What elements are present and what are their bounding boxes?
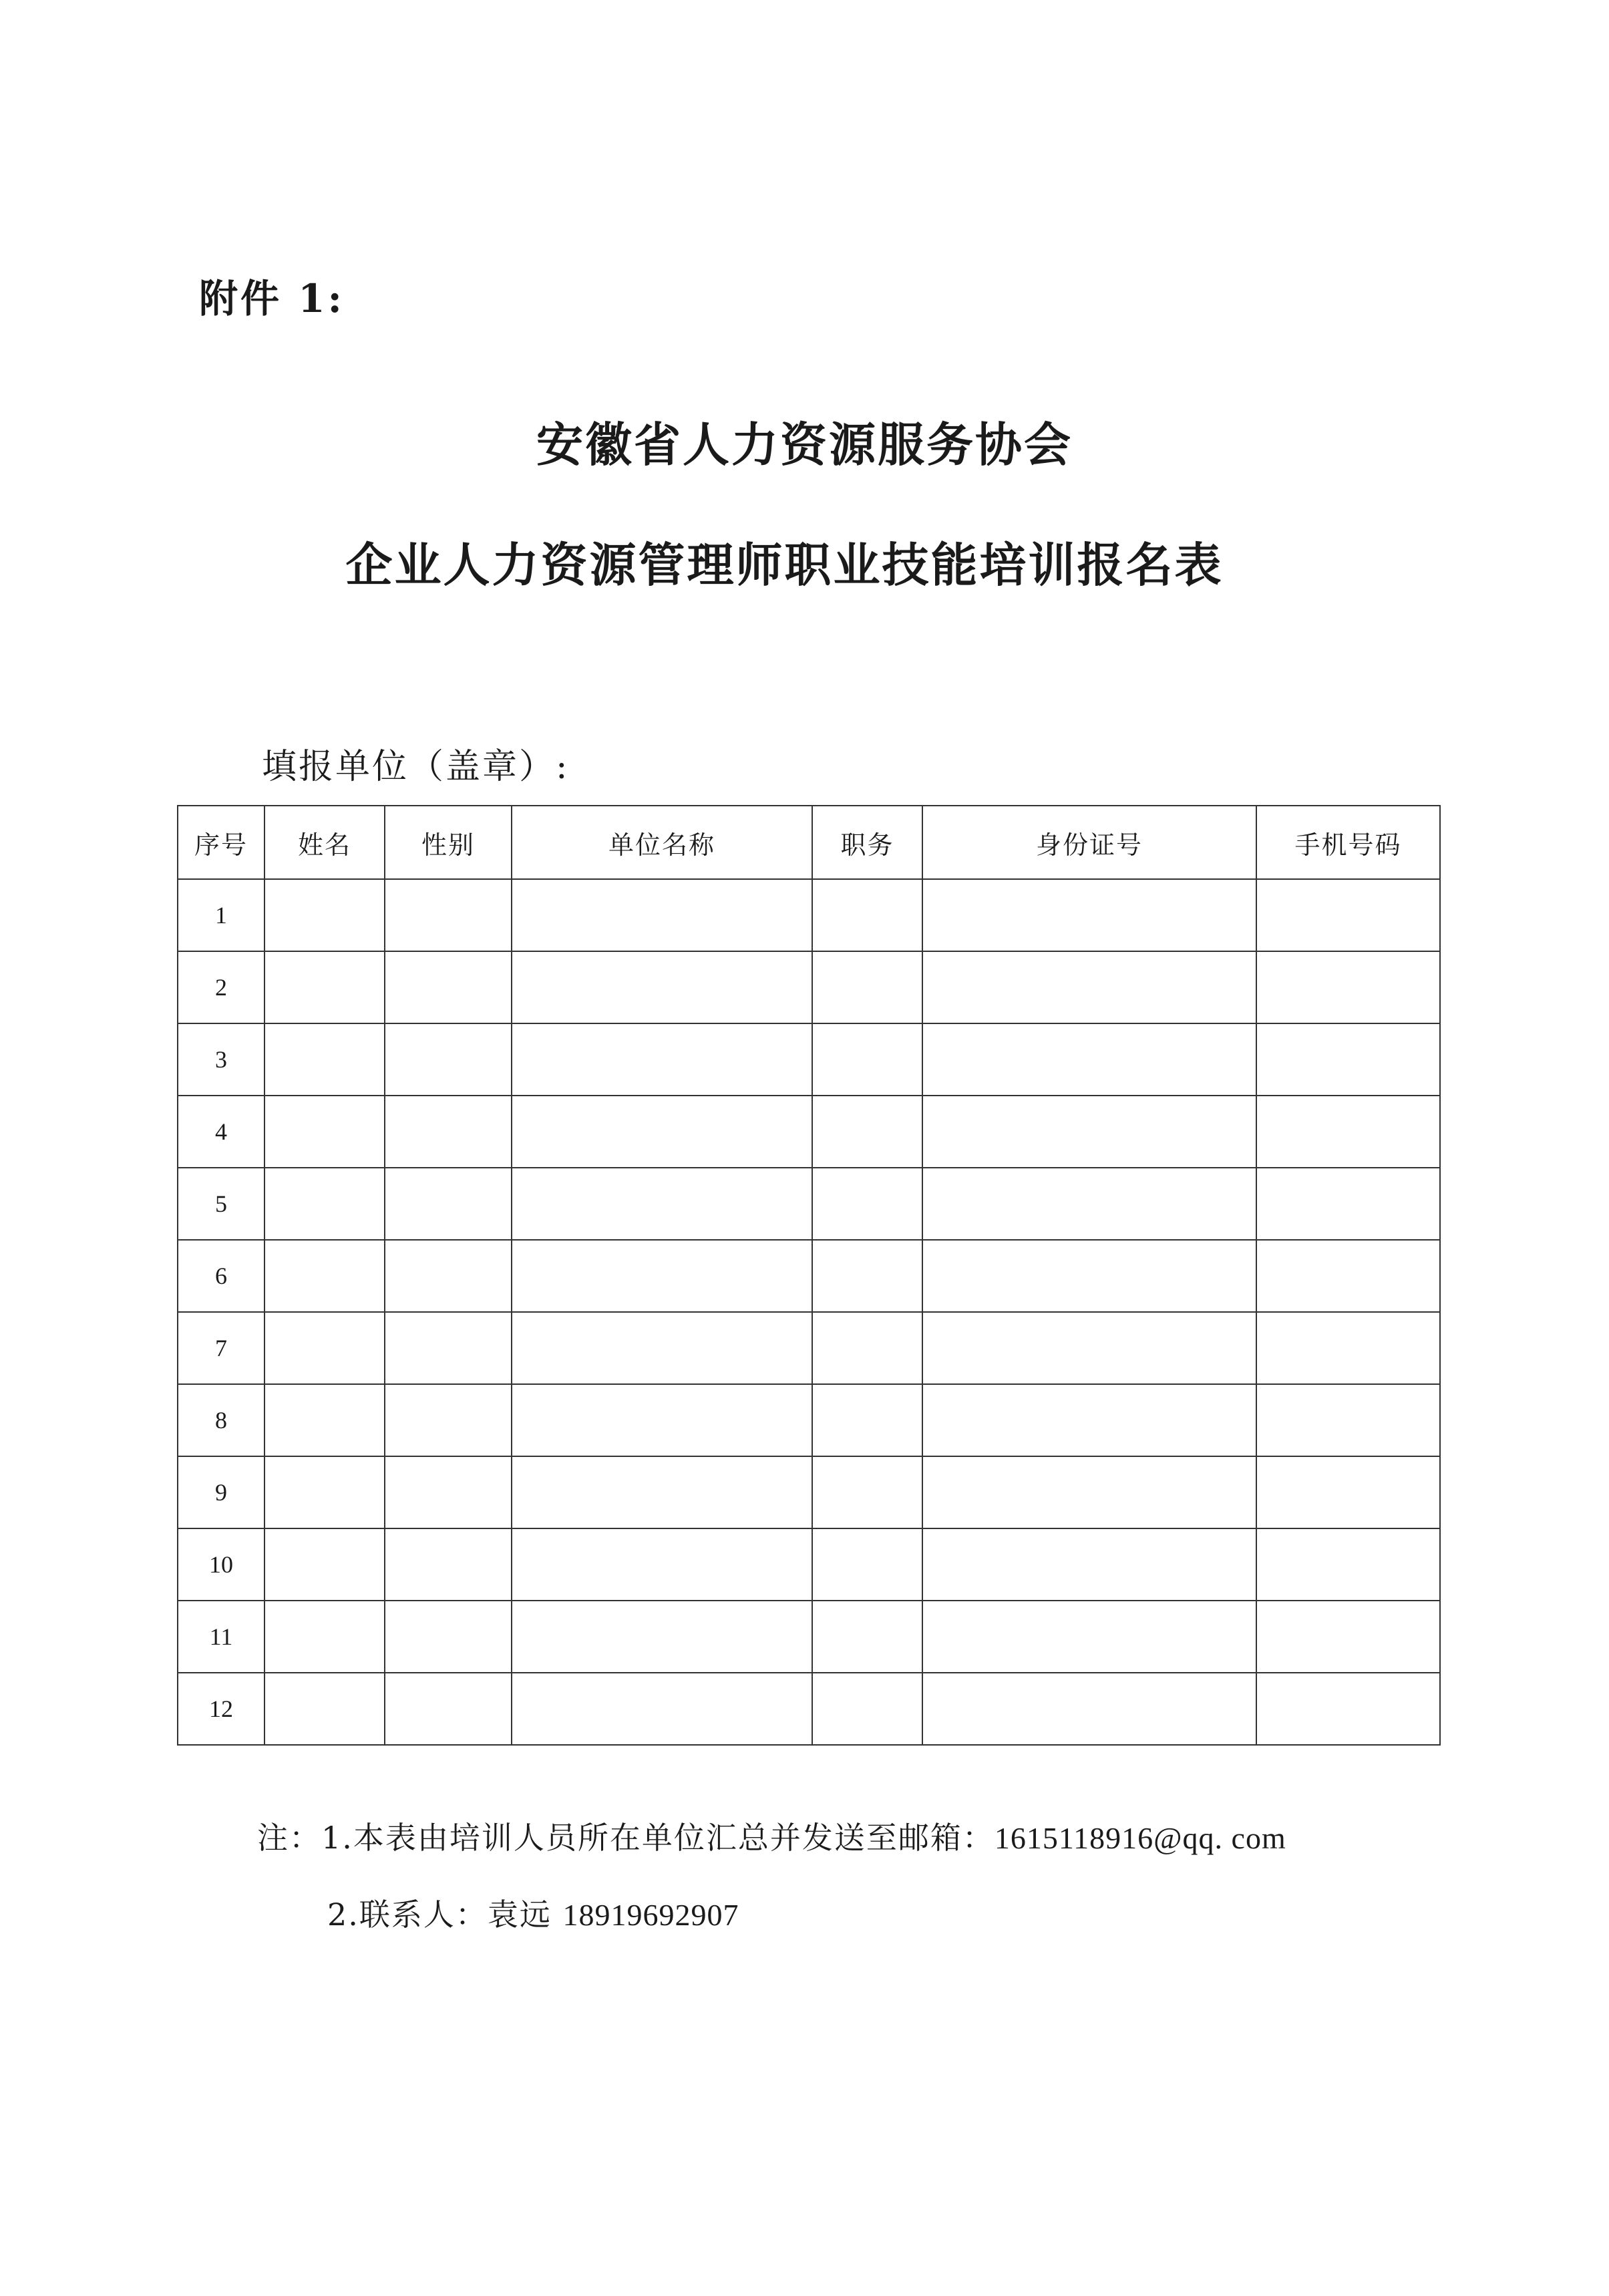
table-row xyxy=(178,951,1440,1023)
cell-mobile[interactable] xyxy=(1256,1096,1440,1168)
column-header-gender: 性别 xyxy=(385,806,512,879)
cell-position[interactable] xyxy=(812,879,922,951)
cell-unit-name[interactable] xyxy=(512,951,812,1023)
row-seq: 5 xyxy=(178,1168,264,1240)
contact-phone: 18919692907 xyxy=(562,1898,739,1932)
attachment-label: 附件 1: xyxy=(199,276,345,321)
cell-gender[interactable] xyxy=(385,1456,512,1528)
cell-id-number[interactable] xyxy=(922,1240,1256,1312)
cell-gender[interactable] xyxy=(385,1601,512,1673)
column-header-name: 姓名 xyxy=(264,806,385,879)
cell-unit-name[interactable] xyxy=(512,1528,812,1601)
cell-name[interactable] xyxy=(264,951,385,1023)
cell-id-number[interactable] xyxy=(922,1528,1256,1601)
cell-unit-name[interactable] xyxy=(512,1384,812,1456)
cell-mobile[interactable] xyxy=(1256,1456,1440,1528)
cell-position[interactable] xyxy=(812,1240,922,1312)
cell-mobile[interactable] xyxy=(1256,951,1440,1023)
table-row xyxy=(178,1168,1440,1240)
cell-unit-name[interactable] xyxy=(512,1096,812,1168)
cell-name[interactable] xyxy=(264,1601,385,1673)
table-row xyxy=(178,1312,1440,1384)
cell-mobile[interactable] xyxy=(1256,1673,1440,1745)
cell-unit-name[interactable] xyxy=(512,879,812,951)
cell-name[interactable] xyxy=(264,1240,385,1312)
cell-mobile[interactable] xyxy=(1256,1601,1440,1673)
note-contact-text: 2.联系人：袁远 xyxy=(327,1897,552,1933)
cell-gender[interactable] xyxy=(385,1528,512,1601)
column-header-position: 职务 xyxy=(812,806,922,879)
cell-id-number[interactable] xyxy=(922,1023,1256,1096)
cell-unit-name[interactable] xyxy=(512,1673,812,1745)
table-row xyxy=(178,879,1440,951)
note-email xyxy=(257,1814,1286,1858)
cell-id-number[interactable] xyxy=(922,879,1256,951)
email-address: 1615118916@qq. com xyxy=(994,1821,1286,1855)
row-seq: 12 xyxy=(178,1673,264,1745)
cell-unit-name[interactable] xyxy=(512,1312,812,1384)
cell-name[interactable] xyxy=(264,1673,385,1745)
cell-position[interactable] xyxy=(812,1601,922,1673)
row-seq: 8 xyxy=(178,1384,264,1456)
cell-position[interactable] xyxy=(812,1312,922,1384)
cell-id-number[interactable] xyxy=(922,1168,1256,1240)
cell-gender[interactable] xyxy=(385,1023,512,1096)
row-seq: 2 xyxy=(178,951,264,1023)
cell-name[interactable] xyxy=(264,1168,385,1240)
cell-position[interactable] xyxy=(812,1096,922,1168)
table-row xyxy=(178,1601,1440,1673)
cell-id-number[interactable] xyxy=(922,1312,1256,1384)
row-seq: 11 xyxy=(178,1601,264,1673)
cell-gender[interactable] xyxy=(385,1168,512,1240)
cell-name[interactable] xyxy=(264,1384,385,1456)
table-row xyxy=(178,1096,1440,1168)
row-seq: 3 xyxy=(178,1023,264,1096)
table-header-row xyxy=(178,806,1440,879)
row-seq: 6 xyxy=(178,1240,264,1312)
cell-gender[interactable] xyxy=(385,1384,512,1456)
cell-gender[interactable] xyxy=(385,1096,512,1168)
cell-position[interactable] xyxy=(812,1023,922,1096)
cell-mobile[interactable] xyxy=(1256,1023,1440,1096)
document-title-form: 企业人力资源管理师职业技能培训报名表 xyxy=(345,537,1224,593)
document-title-organization: 安徽省人力资源服务协会 xyxy=(536,417,1073,472)
table-row xyxy=(178,1384,1440,1456)
cell-position[interactable] xyxy=(812,1528,922,1601)
cell-gender[interactable] xyxy=(385,1240,512,1312)
cell-gender[interactable] xyxy=(385,1312,512,1384)
table-row xyxy=(178,1023,1440,1096)
cell-id-number[interactable] xyxy=(922,951,1256,1023)
cell-id-number[interactable] xyxy=(922,1601,1256,1673)
row-seq: 4 xyxy=(178,1096,264,1168)
cell-name[interactable] xyxy=(264,1023,385,1096)
registration-table xyxy=(177,805,1441,1746)
column-header-seq: 序号 xyxy=(178,806,264,879)
column-header-id-number: 身份证号 xyxy=(922,806,1256,879)
cell-mobile[interactable] xyxy=(1256,1384,1440,1456)
cell-unit-name[interactable] xyxy=(512,1168,812,1240)
cell-gender[interactable] xyxy=(385,1673,512,1745)
fill-unit-label: 填报单位（盖章）: xyxy=(262,747,570,787)
column-header-unit-name: 单位名称 xyxy=(512,806,812,879)
cell-position[interactable] xyxy=(812,1168,922,1240)
cell-unit-name[interactable] xyxy=(512,1240,812,1312)
cell-id-number[interactable] xyxy=(922,1673,1256,1745)
row-seq: 1 xyxy=(178,879,264,951)
cell-unit-name[interactable] xyxy=(512,1023,812,1096)
cell-mobile[interactable] xyxy=(1256,1240,1440,1312)
cell-id-number[interactable] xyxy=(922,1096,1256,1168)
column-header-mobile: 手机号码 xyxy=(1256,806,1440,879)
note-email-text: 注：1.本表由培训人员所在单位汇总并发送至邮箱： xyxy=(257,1820,995,1856)
table-row xyxy=(178,1528,1440,1601)
table-row xyxy=(178,1673,1440,1745)
cell-position[interactable] xyxy=(812,951,922,1023)
table-row xyxy=(178,1240,1440,1312)
note-contact xyxy=(327,1891,739,1935)
cell-gender[interactable] xyxy=(385,951,512,1023)
cell-mobile[interactable] xyxy=(1256,1312,1440,1384)
cell-unit-name[interactable] xyxy=(512,1456,812,1528)
cell-name[interactable] xyxy=(264,1096,385,1168)
cell-unit-name[interactable] xyxy=(512,1601,812,1673)
cell-position[interactable] xyxy=(812,1456,922,1528)
cell-name[interactable] xyxy=(264,1456,385,1528)
row-seq: 9 xyxy=(178,1456,264,1528)
table-row xyxy=(178,1456,1440,1528)
cell-id-number[interactable] xyxy=(922,1384,1256,1456)
cell-name[interactable] xyxy=(264,1528,385,1601)
cell-name[interactable] xyxy=(264,879,385,951)
cell-position[interactable] xyxy=(812,1673,922,1745)
cell-mobile[interactable] xyxy=(1256,1168,1440,1240)
row-seq: 7 xyxy=(178,1312,264,1384)
cell-name[interactable] xyxy=(264,1312,385,1384)
cell-mobile[interactable] xyxy=(1256,1528,1440,1601)
cell-mobile[interactable] xyxy=(1256,879,1440,951)
cell-gender[interactable] xyxy=(385,879,512,951)
row-seq: 10 xyxy=(178,1528,264,1601)
cell-position[interactable] xyxy=(812,1384,922,1456)
cell-id-number[interactable] xyxy=(922,1456,1256,1528)
